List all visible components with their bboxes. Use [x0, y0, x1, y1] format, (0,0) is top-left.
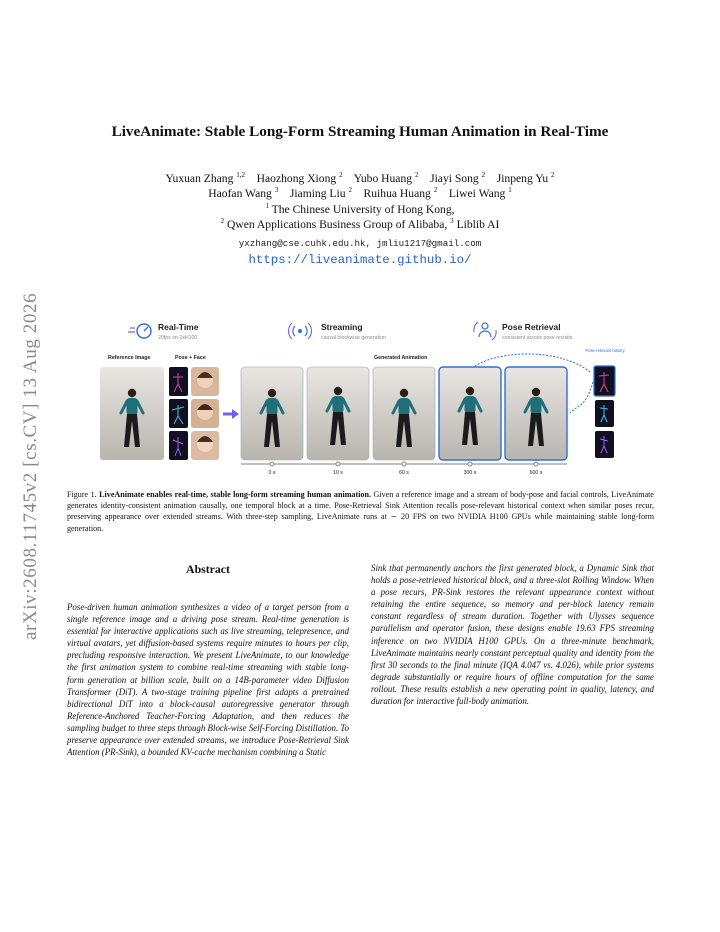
timeline-tick: 300 s [463, 470, 477, 476]
feature-pose-retrieval [474, 322, 573, 341]
affiliation-2-3: $^2$ Qwen Applications Business Group of Alibaba, $^3$ Liblib AI [220, 217, 500, 231]
caption-bold: LiveAnimate enables real-time, stable long-form streaming human animation. [99, 490, 371, 499]
author: Jinpeng Yu $^2$ [496, 171, 555, 185]
label-pose-face: Pose + Face [175, 355, 206, 361]
feature-title: Real-Time [158, 322, 199, 332]
author: Haozhong Xiong $^2$ [256, 171, 343, 185]
generated-frame [505, 367, 567, 460]
history-label: Pose-relevant history [585, 348, 625, 353]
feature-title: Streaming [321, 322, 363, 332]
figure-caption [67, 489, 654, 534]
timeline-tick: 10 s [333, 470, 343, 476]
figure-1-teaser [100, 318, 625, 478]
author-emails: yxzhang@cse.cuhk.edu.hk, jmliu1217@gmail.com [238, 238, 482, 249]
feature-streaming [289, 322, 386, 341]
feature-real-time [128, 322, 199, 341]
generated-frame [439, 367, 501, 460]
author: Yuxuan Zhang $^{1,2}$ [165, 171, 246, 185]
generated-frame [307, 367, 369, 460]
label-generated-animation: Generated Animation [374, 355, 428, 361]
project-url-link[interactable]: https://liveanimate.github.io/ [248, 253, 472, 267]
timeline [241, 462, 567, 476]
generated-frame [373, 367, 435, 460]
reference-image [100, 367, 164, 460]
caption-label: Figure 1. [67, 490, 97, 499]
feature-subtitle: causal blockwise generation [321, 335, 386, 341]
author: Ruihua Huang $^2$ [363, 186, 438, 200]
label-reference-image: Reference Image [108, 355, 151, 361]
feature-subtitle: consistent across pose revisits [502, 335, 573, 341]
affiliation-1: $^1$ The Chinese University of Hong Kong, [265, 202, 455, 216]
author: Yubo Huang $^2$ [353, 171, 419, 185]
abstract-heading: Abstract [186, 562, 230, 576]
feature-title: Pose Retrieval [502, 322, 561, 332]
broadcast-icon [289, 323, 312, 339]
author: Jiaming Liu $^2$ [289, 186, 352, 200]
author: Jiayi Song $^2$ [430, 171, 486, 185]
author: Haofan Wang $^3$ [208, 186, 279, 200]
speedometer-icon [128, 324, 151, 338]
abstract-column-2: Sink that permanently anchors the first generated block, a Dynamic Sink that holds a pose-retrieved historical block, and a three-slot Rolling Window. When a pose recurs, PR-Sink restores the relevant appearance context without retaining the entire sequence, so memory and per-block latency remain constant regardless of stream duration. Together with Ulysses sequence parallelism and operator fusion, these designs enable 19.63 FPS streaming inference on two NVIDIA H100 GPUs. On a three-minute benchmark, LiveAnimate maintains nearly constant perceptual quality and identity from the first 30 seconds to the final minute (IQA 4.047 vs. 4.026), while prior systems degrade substantially or require hours of offline computation for the same rollout. These results establish a new operating point in quality, latency, and duration for interactive full-body animation. [371, 563, 654, 707]
arxiv-identifier: arXiv:2608.11745v2 [cs.CV] 13 Aug 2026 [20, 292, 41, 640]
feature-subtitle: 20fps on 2xH100 [158, 335, 198, 341]
timeline-tick: 0 s [268, 470, 276, 476]
abstract-column-1: Pose-driven human animation synthesizes a video of a target person from a single reference image and a driving pose stream. Real-time generation is essential for interactive applications such as live streaming, telepresence, and virtual avatars, yet diffusion-based systems require minutes to hours per clip, precluding responsive interaction. We present LiveAnimate, to our knowledge the first animation system to combine real-time streaming with stable long-form generation at billion scale, built on a 14B-parameter video Diffusion Transformer (DiT). A two-stage training pipeline first adapts a pretrained bidirectional DiT into a block-causal autoregressive generator through Reference-Anchored Teacher-Forcing Adaptation, and then reduces the sampling budget to three steps through Block-wise Self-Forcing Distillation. To preserve appearance over extended streams, we introduce Pose-Retrieval Sink Attention (PR-Sink), a bounded KV-cache mechanism combining a Static [67, 602, 349, 758]
pose-face-controls [169, 367, 219, 460]
caption-text: Given a reference image and a stream of body-pose and facial controls, LiveAnimate generates identity-consistent animation causally, one temporal block at a time. Pose-Retrieval Sink Attention recalls pose-relevant historical context when similar poses recur, preserving appearance over extended streams. With three-step sampling, LiveAnimate runs at ∼ 20 FPS on two NVIDIA H100 GPUs while maintaining stable long-form generation. [67, 490, 654, 533]
timeline-tick: 600 s [529, 470, 543, 476]
author: Liwei Wang $^1$ [448, 186, 512, 200]
arrow-right-icon [232, 409, 239, 419]
generated-frame [241, 367, 303, 460]
paper-title: LiveAnimate: Stable Long-Form Streaming Human Animation in Real-Time [111, 123, 609, 140]
people-retrieval-icon [474, 322, 496, 340]
timeline-tick: 60 s [399, 470, 409, 476]
generated-frames [241, 367, 567, 460]
